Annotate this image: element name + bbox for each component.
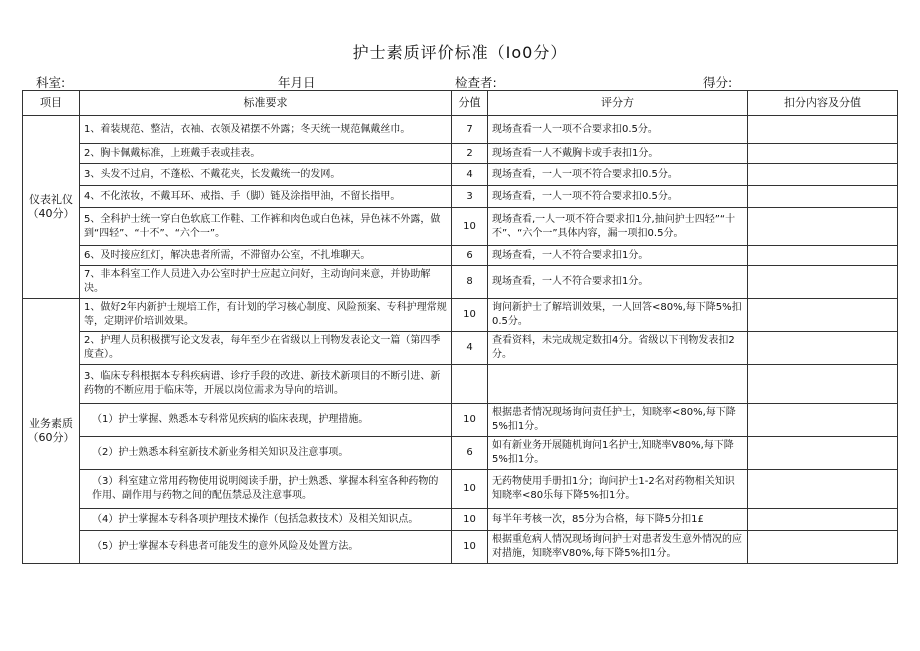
deduct-cell[interactable] <box>748 186 898 208</box>
score-cell: 8 <box>452 266 488 299</box>
method-cell: 现场查看，一人一项不符合要求扣0.5分。 <box>488 186 748 208</box>
requirement-cell: （1）护士掌握、熟悉本专科常见疾病的临床表现，护理措施。 <box>80 404 452 437</box>
requirement-cell: 7、非本科室工作人员进入办公室时护士应起立问好，主动询问来意，并协助解决。 <box>80 266 452 299</box>
deduct-cell[interactable] <box>748 332 898 365</box>
evaluation-table <box>22 90 898 564</box>
method-cell: 如有新业务开展随机询问1名护士,知晓率V80%,每下降5%扣1分。 <box>488 437 748 470</box>
table-row <box>23 365 898 404</box>
requirement-cell: 5、全科护士统一穿白色软底工作鞋、工作裤和肉色或白色袜，异色袜不外露，做到“四轻”、“十不”、“六个一”。 <box>80 208 452 246</box>
table-row <box>23 470 898 509</box>
score-cell: 4 <box>452 332 488 365</box>
score-cell: 6 <box>452 246 488 266</box>
requirement-cell: 3、头发不过肩，不蓬松、不戴花夹，长发戴统一的发网。 <box>80 164 452 186</box>
deduct-cell[interactable] <box>748 266 898 299</box>
method-cell: 无药物使用手册扣1分；询问护士1-2名对药物相关知识知晓率<80乐每下降5%扣1分。 <box>488 470 748 509</box>
method-cell <box>488 365 748 404</box>
table-row <box>23 266 898 299</box>
category-cell: 仪表礼仪（40分） <box>23 116 80 299</box>
method-cell: 现场查看一人一项不合要求扣0.5分。 <box>488 116 748 144</box>
deduct-cell[interactable] <box>748 531 898 564</box>
table-row <box>23 509 898 531</box>
score-cell: 2 <box>452 144 488 164</box>
table-row <box>23 332 898 365</box>
score-cell <box>452 365 488 404</box>
deduct-cell[interactable] <box>748 299 898 332</box>
method-cell: 现场查看,一人一项不符合要求扣1分,抽问护士四轻”“十不”、“六个一”具体内容，漏一项扣0.5分。 <box>488 208 748 246</box>
score-label: 得分: <box>703 75 733 90</box>
score-cell: 4 <box>452 164 488 186</box>
requirement-cell: （4）护士掌握本专科各项护理技术操作（包括急救技术）及相关知识点。 <box>80 509 452 531</box>
score-cell: 10 <box>452 299 488 332</box>
method-cell: 每半年考核一次，85分为合格，每下降5分扣1£ <box>488 509 748 531</box>
table-row <box>23 164 898 186</box>
date-label: 年月日 <box>278 75 316 90</box>
score-cell: 10 <box>452 208 488 246</box>
table-row <box>23 208 898 246</box>
score-cell: 10 <box>452 531 488 564</box>
header-item: 项目 <box>23 91 80 116</box>
deduct-cell[interactable] <box>748 509 898 531</box>
requirement-cell: 1、做好2年内新护士规培工作，有计划的学习核心制度、风险预案、专科护理常规等，定期评价培训效果。 <box>80 299 452 332</box>
page-title: 护士素质评价标准（Io0分） <box>352 43 568 62</box>
table-row <box>23 144 898 164</box>
method-cell: 根据患者情况现场询问责任护士，知晓率<80%,每下降5%扣1分。 <box>488 404 748 437</box>
dept-label: 科室: <box>36 75 66 90</box>
table-row <box>23 186 898 208</box>
method-cell: 根据重危病人情况现场询问护士对患者发生意外情况的应对措施，知晓率V80%,每下降5%扣1分。 <box>488 531 748 564</box>
deduct-cell[interactable] <box>748 437 898 470</box>
table-row <box>23 116 898 144</box>
deduct-cell[interactable] <box>748 246 898 266</box>
deduct-cell[interactable] <box>748 164 898 186</box>
method-cell: 现场查看，一人一项不符合要求扣0.5分。 <box>488 164 748 186</box>
header-standard: 标准要求 <box>80 91 452 116</box>
checker-label: 检查者: <box>455 75 497 90</box>
requirement-cell: 3、临床专科根据本专科疾病谱、诊疗手段的改进、新技术新项目的不断引进、新药物的不断应用于临床等，开展以岗位需求为导向的培训。 <box>80 365 452 404</box>
category-cell: 业务素质（60分） <box>23 299 80 564</box>
method-cell: 现场查看一人不戴胸卡或手表扣1分。 <box>488 144 748 164</box>
deduct-cell[interactable] <box>748 404 898 437</box>
table-row <box>23 299 898 332</box>
score-cell: 10 <box>452 404 488 437</box>
header-score: 分值 <box>452 91 488 116</box>
requirement-cell: 6、及时接应红灯，解决患者所需，不滞留办公室，不扎堆聊天。 <box>80 246 452 266</box>
requirement-cell: 2、胸卡佩戴标准，上班戴手表或挂表。 <box>80 144 452 164</box>
score-cell: 3 <box>452 186 488 208</box>
score-cell: 10 <box>452 509 488 531</box>
deduct-cell[interactable] <box>748 116 898 144</box>
deduct-cell[interactable] <box>748 208 898 246</box>
header-method: 评分方 <box>488 91 748 116</box>
requirement-cell: 1、着装规范、整洁，衣袖、衣领及裙摆不外露；冬天统一规范佩戴丝巾。 <box>80 116 452 144</box>
table-row <box>23 531 898 564</box>
table-row <box>23 437 898 470</box>
method-cell: 现场查看，一人不符合要求扣1分。 <box>488 246 748 266</box>
requirement-cell: （2）护士熟悉本科室新技术新业务相关知识及注意事项。 <box>80 437 452 470</box>
deduct-cell[interactable] <box>748 470 898 509</box>
score-cell: 10 <box>452 470 488 509</box>
table-header-row <box>23 91 898 116</box>
table-row <box>23 246 898 266</box>
deduct-cell[interactable] <box>748 365 898 404</box>
requirement-cell: 2、护理人员积极撰写论文发表，每年至少在省级以上刊物发表论文一篇（第四季度查）。 <box>80 332 452 365</box>
header-deduct: 扣分内容及分值 <box>748 91 898 116</box>
score-cell: 6 <box>452 437 488 470</box>
method-cell: 现场查看，一人不符合要求扣1分。 <box>488 266 748 299</box>
requirement-cell: 4、不化浓妆，不戴耳环、戒指、手（脚）链及涂指甲油，不留长指甲。 <box>80 186 452 208</box>
score-cell: 7 <box>452 116 488 144</box>
deduct-cell[interactable] <box>748 144 898 164</box>
requirement-cell: （3）科室建立常用药物使用说明阅读手册，护士熟悉、掌握本科室各种药物的作用、副作用与药物之间的配伍禁忌及注意事项。 <box>80 470 452 509</box>
table-row <box>23 404 898 437</box>
method-cell: 询问新护士了解培训效果，一人回答<80%,每下降5%扣0.5分。 <box>488 299 748 332</box>
method-cell: 查看资料，未完成规定数扣4分。省级以下刊物发表扣2分。 <box>488 332 748 365</box>
requirement-cell: （5）护士掌握本专科患者可能发生的意外风险及处置方法。 <box>80 531 452 564</box>
